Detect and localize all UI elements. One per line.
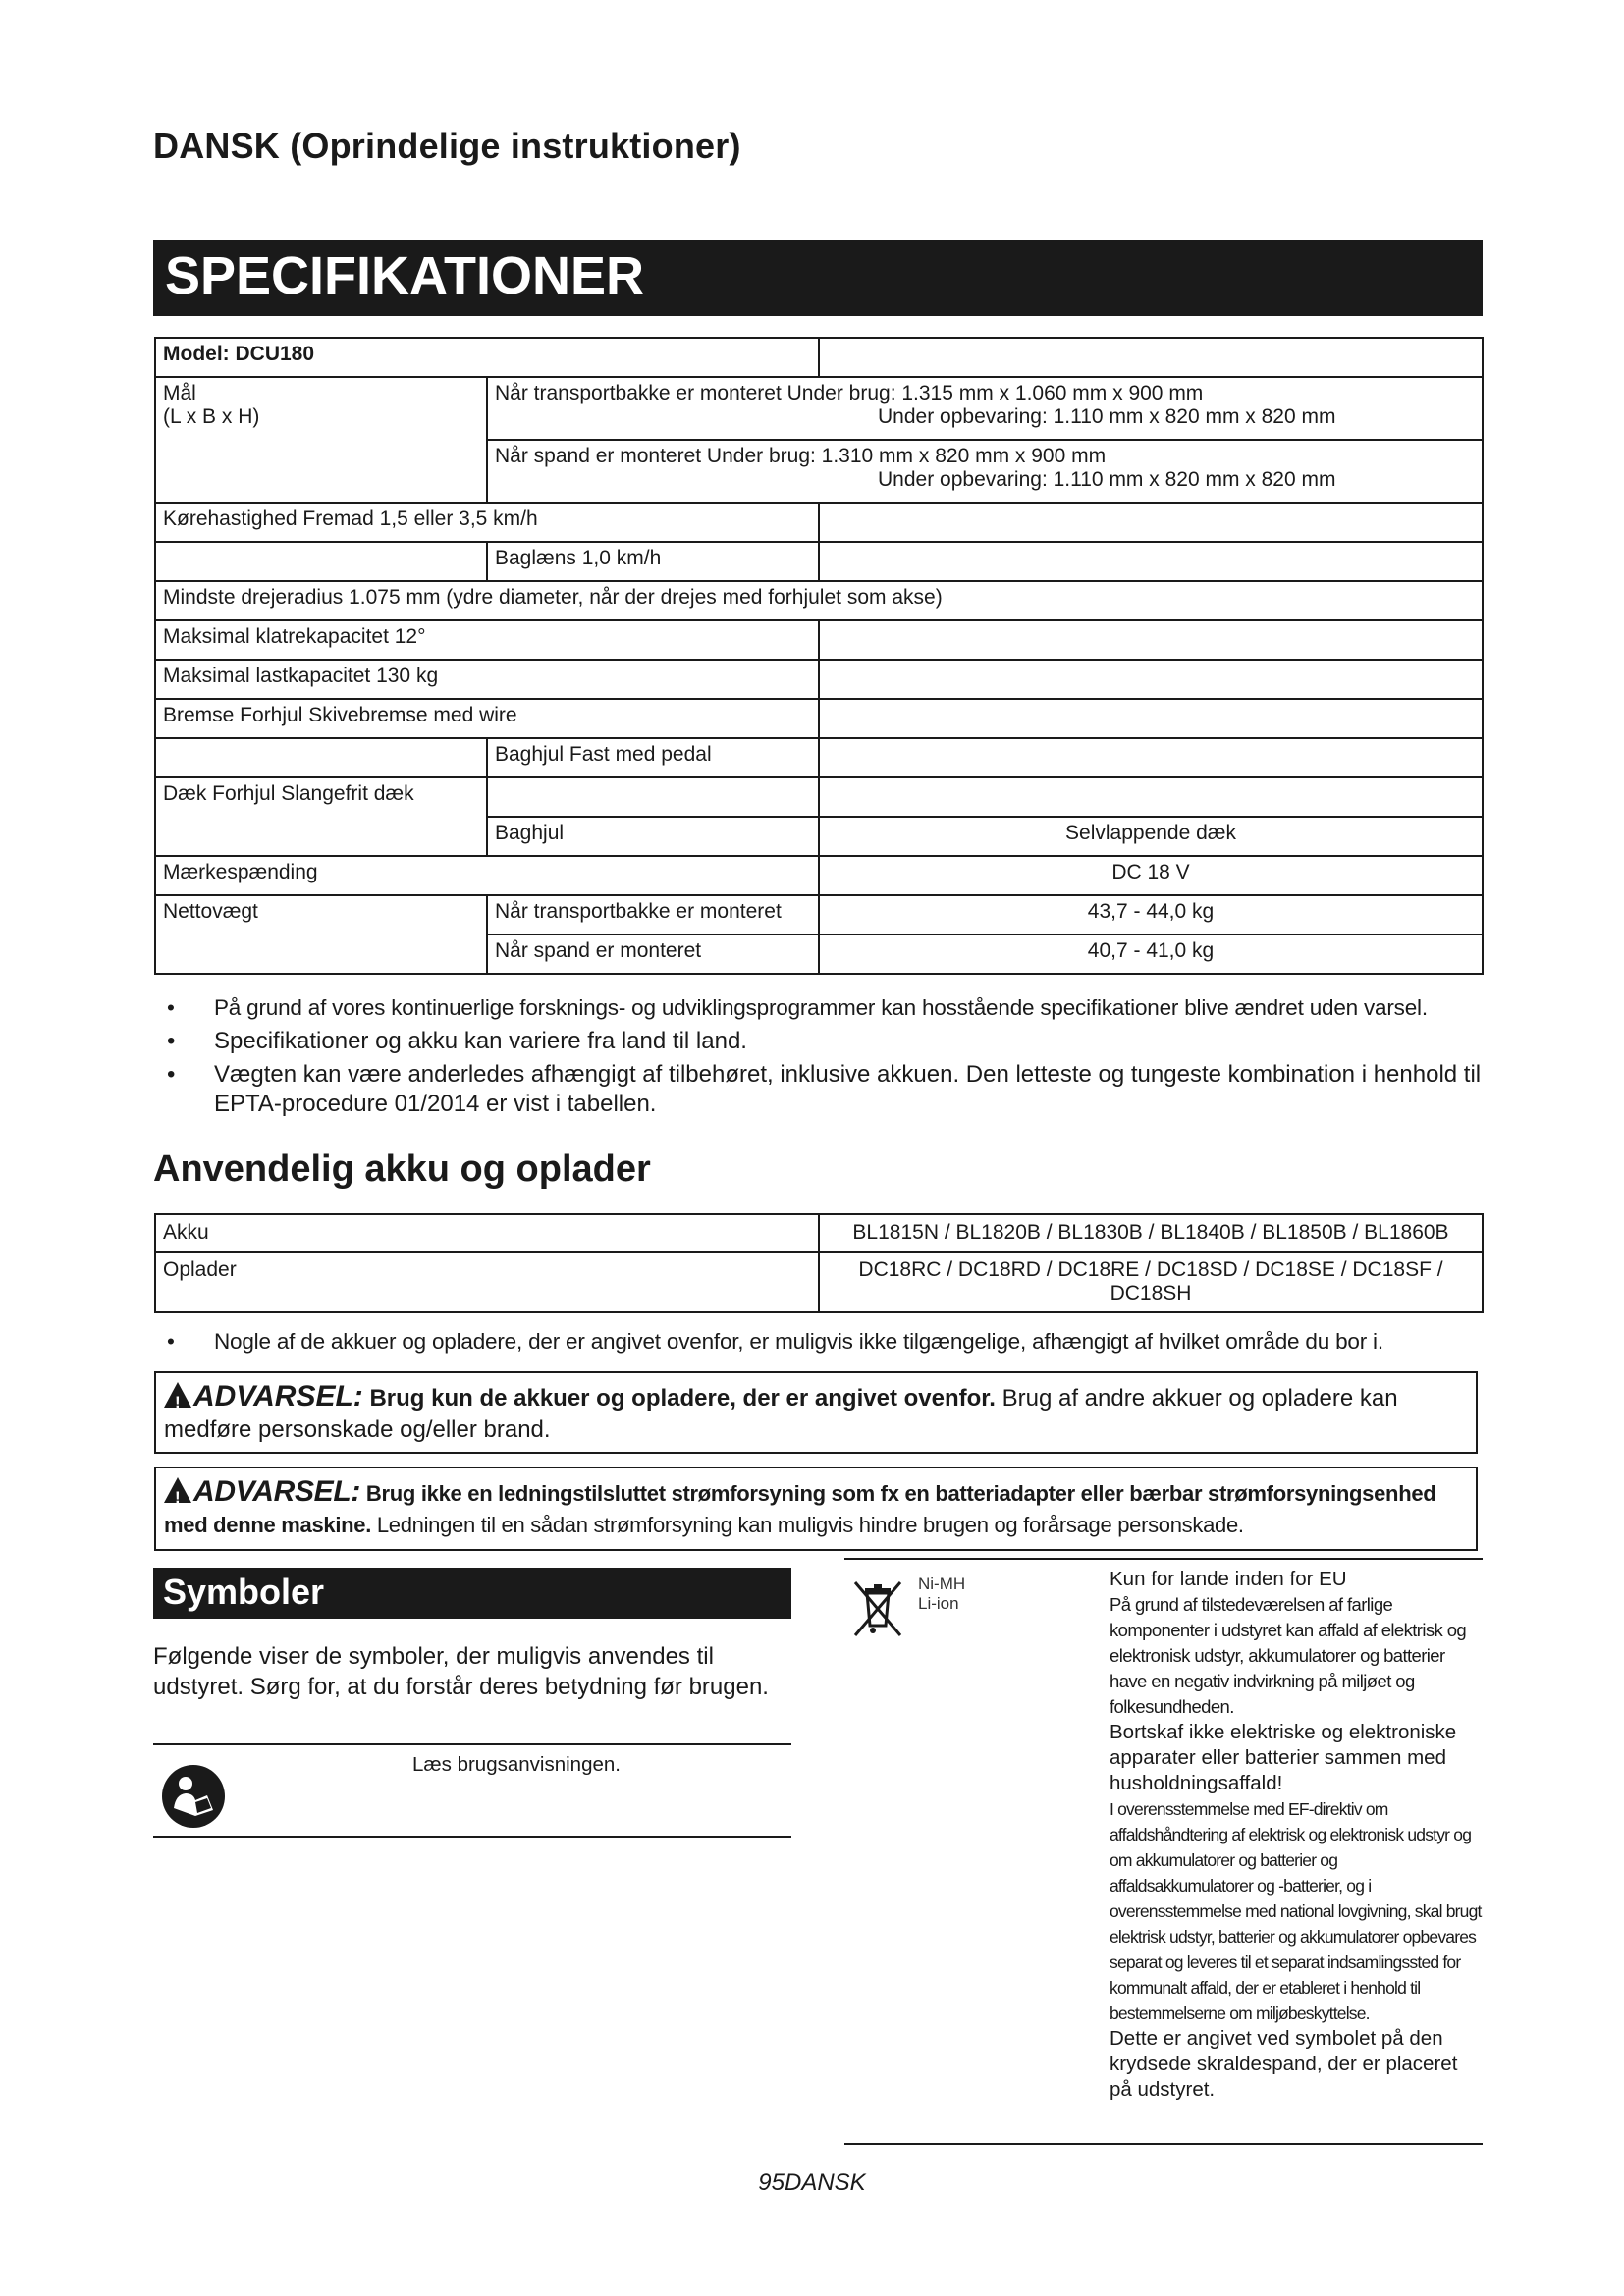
climbing-capacity: Maksimal klatrekapacitet 12° (155, 620, 819, 660)
page-number: 95DANSK (758, 2169, 866, 2196)
dimensions-label (155, 377, 487, 503)
net-weight-label: Nettovægt (155, 895, 487, 974)
eu-line: Dette er angivet ved symbolet på den krydsede skraldespand, der er placeret på udstyret. (1110, 2027, 1458, 2101)
turning-radius: Mindste drejeradius 1.075 mm (ydre diameter, når der drejes med forhjulet som akse) (155, 581, 1483, 620)
table-row (155, 377, 1483, 440)
table-row (155, 1252, 1483, 1312)
brake-rear: Baghjul Fast med pedal (487, 738, 819, 777)
list-item: • Vægten kan være anderledes afhængigt af tilbehøret, inklusive akkuen. Den letteste og tungeste kombination i henhold til EPTA-procedure 01/2014 er vist i tabellen. (167, 1061, 1482, 1117)
warning-keyword: ADVARSEL: (193, 1475, 361, 1508)
crossed-out-wheeled-bin-icon (849, 1578, 906, 1639)
empty-cell (155, 542, 487, 581)
table-row (155, 338, 1483, 377)
list-item: • Nogle af de akkuer og opladere, der er angivet ovenfor, er muligvis ikke tilgængelige, afhængigt af hvilket område du bor i. (167, 1329, 1383, 1354)
empty-cell (155, 738, 487, 777)
divider (844, 2143, 1483, 2145)
dimensions-bucket-storage: Under opbevaring: 1.110 mm x 820 mm x 820 mm (878, 468, 1336, 491)
warning-bold-text: Brug kun de akkuer og opladere, der er angivet ovenfor. (369, 1385, 996, 1412)
eu-line: I overensstemmelse med EF-direktiv om affaldshåndtering af elektrisk og elektronisk udstyr og om akkumulatorer og batterier og affaldsakkumulatorer og -batterier, og i overensstemmelse med national lovgivning, skal brugt elektrisk udstyr, batterier og akkumulatorer opbevares separat og leveres til et separat indsamlingssted for kommunalt affald, der er etableret i henhold til bestemmelserne om miljøbeskyttelse. (1110, 1799, 1482, 2023)
dimensions-tray-storage: Under opbevaring: 1.110 mm x 820 mm x 820 mm (878, 405, 1336, 428)
battery-table (154, 1213, 1484, 1313)
eu-line: Kun for lande inden for EU (1110, 1568, 1347, 1590)
weight-tray-value: 43,7 - 44,0 kg (819, 895, 1483, 934)
empty-cell (819, 542, 1483, 581)
speed-backward: Baglæns 1,0 km/h (487, 542, 819, 581)
table-row (155, 699, 1483, 738)
empty-cell (819, 660, 1483, 699)
list-item: • På grund af vores kontinuerlige forsknings- og udviklingsprogrammer kan hosstående specifikationer blive ændret uden varsel. (167, 995, 1428, 1020)
specifications-title: SPECIFIKATIONER (165, 246, 645, 305)
warning-triangle-icon (164, 1477, 191, 1503)
warning-text: Ledningen til en sådan strømforsyning kan muligvis hindre brugen og forårsage personskade. (376, 1513, 1244, 1537)
warning-box-batteries (154, 1371, 1478, 1454)
model-label: Model: DCU180 (155, 338, 819, 377)
eu-disposal-text (1110, 1567, 1483, 2103)
table-row (155, 1214, 1483, 1252)
note-text: Vægten kan være anderledes afhængigt af tilbehøret, inklusive akkuen. Den letteste og tungeste kombination i henhold til EPTA-procedure 01/2014 er vist i tabellen. (214, 1061, 1482, 1117)
read-manual-text: Læs brugsanvisningen. (412, 1753, 621, 1776)
speed-forward: Kørehastighed Fremad 1,5 eller 3,5 km/h (155, 503, 819, 542)
table-row (155, 777, 1483, 817)
empty-cell (819, 338, 1483, 377)
specifications-banner (153, 240, 1483, 316)
weight-bucket-label: Når spand er monteret (487, 934, 819, 974)
rated-voltage-label: Mærkespænding (155, 856, 819, 895)
battery-notes (153, 1327, 1483, 1361)
charger-value: DC18RC / DC18RD / DC18RE / DC18SD / DC18SE / DC18SF / DC18SH (819, 1252, 1483, 1312)
symbols-banner (153, 1568, 791, 1619)
battery-chemistry-label (918, 1575, 965, 1614)
list-item: • Specifikationer og akku kan variere fra land til land. (167, 1028, 747, 1054)
table-row (155, 620, 1483, 660)
empty-cell (487, 777, 819, 817)
language-heading: DANSK (Oprindelige instruktioner) (153, 126, 741, 166)
dimensions-tray (487, 377, 1483, 440)
note-text: Specifikationer og akku kan variere fra land til land. (214, 1028, 747, 1054)
table-row (155, 738, 1483, 777)
warning-box-power-supply (154, 1467, 1478, 1551)
battery-label: Akku (155, 1214, 819, 1252)
note-text: På grund af vores kontinuerlige forsknings- og udviklingsprogrammer kan hosstående specifikationer blive ændret uden varsel. (214, 995, 1428, 1020)
empty-cell (819, 620, 1483, 660)
weight-tray-label: Når transportbakke er monteret (487, 895, 819, 934)
divider (844, 1558, 1483, 1560)
eu-line: På grund af tilstedeværelsen af farlige komponenter i udstyret kan affald af elektrisk og elektronisk udstyr, akkumulatorer og batterier have en negativ indvirkning på miljøet og folkesundheden. (1110, 1594, 1467, 1717)
table-row (155, 542, 1483, 581)
note-text: Nogle af de akkuer og opladere, der er angivet ovenfor, er muligvis ikke tilgængelige, afhængigt af hvilket område du bor i. (214, 1329, 1383, 1354)
symbols-title: Symboler (163, 1572, 325, 1612)
dimensions-sub-text: (L x B x H) (163, 405, 260, 428)
rated-voltage-value: DC 18 V (819, 856, 1483, 895)
warning-keyword: ADVARSEL: (193, 1380, 363, 1413)
battery-value: BL1815N / BL1820B / BL1830B / BL1840B / BL1850B / BL1860B (819, 1214, 1483, 1252)
empty-cell (819, 738, 1483, 777)
load-capacity: Maksimal lastkapacitet 130 kg (155, 660, 819, 699)
warning-text: Brug af andre akkuer og opladere kan medføre personskade og/eller brand. (164, 1385, 1398, 1443)
dimensions-tray-use: Når transportbakke er monteret Under brug: 1.315 mm x 1.060 mm x 900 mm (495, 382, 1204, 404)
empty-cell (819, 503, 1483, 542)
dimensions-label-text: Mål (163, 382, 196, 404)
chem-liion: Li-ion (918, 1594, 959, 1613)
dimensions-bucket-use: Når spand er monteret Under brug: 1.310 mm x 820 mm x 900 mm (495, 445, 1107, 467)
chem-nimh: Ni-MH (918, 1575, 966, 1593)
specification-notes (153, 993, 1483, 1123)
table-row (155, 856, 1483, 895)
tire-rear-value: Selvlappende dæk (819, 817, 1483, 856)
warning-triangle-icon (164, 1382, 191, 1408)
specifications-table (154, 337, 1484, 975)
table-row (155, 503, 1483, 542)
divider (153, 1743, 791, 1745)
empty-cell (819, 699, 1483, 738)
battery-section-title: Anvendelig akku og oplader (153, 1148, 651, 1190)
table-row (155, 660, 1483, 699)
warning-bold-text: Brug ikke en ledningstilsluttet strømforsyning som fx en batteriadapter eller bærbar strømforsyningsenhed med denne maskine. (164, 1481, 1436, 1537)
read-manual-icon (160, 1763, 227, 1830)
table-row (155, 581, 1483, 620)
charger-label: Oplader (155, 1252, 819, 1312)
divider (153, 1836, 791, 1838)
tire-rear-label: Baghjul (487, 817, 819, 856)
tire-front: Dæk Forhjul Slangefrit dæk (155, 777, 487, 856)
dimensions-bucket (487, 440, 1483, 503)
weight-bucket-value: 40,7 - 41,0 kg (819, 934, 1483, 974)
table-row (155, 895, 1483, 934)
eu-line: Bortskaf ikke elektriske og elektroniske apparater eller batterier sammen med husholdningsaffald! (1110, 1721, 1457, 1794)
symbols-intro: Følgende viser de symboler, der muligvis anvendes til udstyret. Sørg for, at du forstår deres betydning før brugen. (153, 1643, 769, 1700)
brake-front: Bremse Forhjul Skivebremse med wire (155, 699, 819, 738)
empty-cell (819, 777, 1483, 817)
